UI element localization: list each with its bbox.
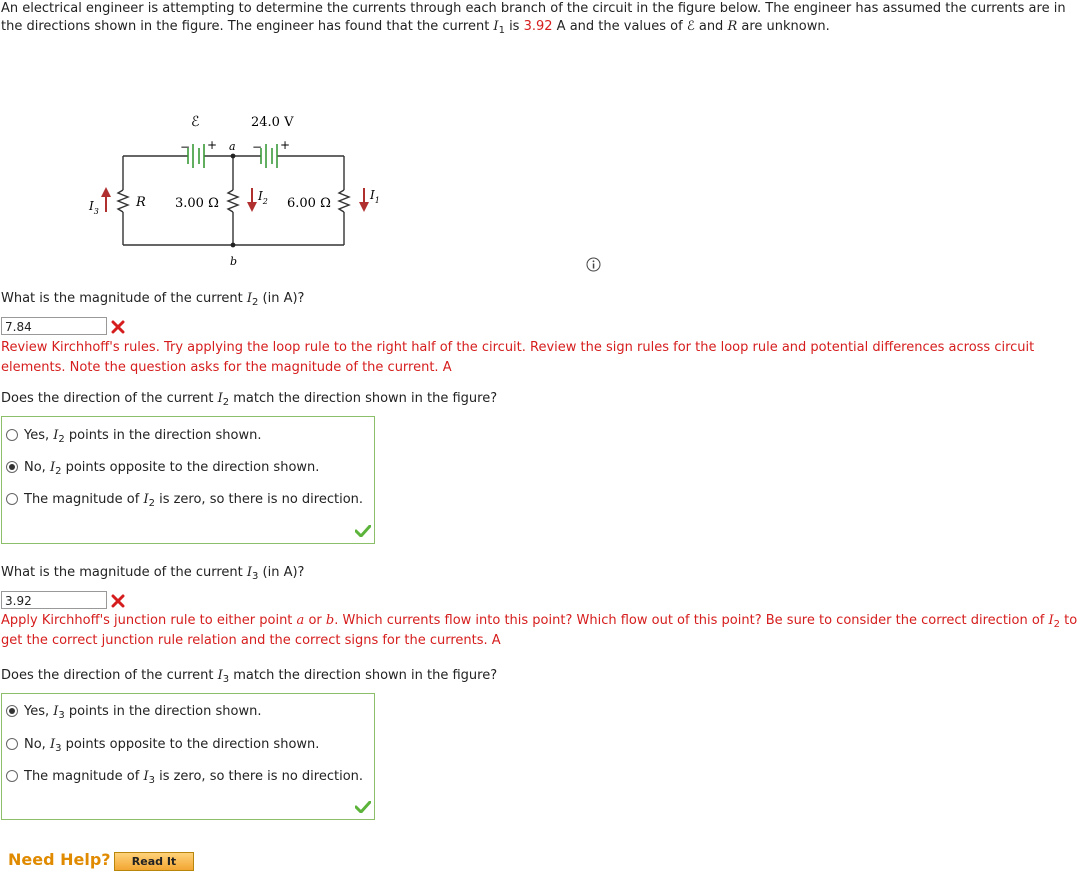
option-i2-yes[interactable]: Yes, $I_2$ points in the direction shown. — [6, 426, 261, 444]
node-b-dot — [231, 243, 236, 248]
info-icon[interactable] — [586, 257, 601, 272]
x-mark-icon — [111, 320, 125, 334]
arrow-icon — [359, 188, 369, 212]
option-i2-zero[interactable]: The magnitude of $I_2$ is zero, so there is no direction. — [6, 490, 363, 508]
choices-i3-direction — [1, 693, 375, 820]
emf-plus: + — [207, 138, 218, 152]
node-a-label: a — [229, 140, 236, 153]
resistor-6ohm — [339, 190, 349, 212]
feedback-i3: Apply Kirchhoff's junction rule to either point a or b. Which currents flow into this point? Which flow out of this point? Be sure to consider the correct direction of $I_2$ to get the correct junction rule relation and the correct signs for the currents. A — [1, 613, 1078, 648]
problem-statement: An electrical engineer is attempting to determine the currents through each branch of the circuit in the figure below. The engineer has assumed the currents are in the directions shown in the figure. The engineer has found that the current $I_1$ is 3.92 A and the values of ℰ and R are unknown. — [1, 1, 1066, 36]
question-i3-direction: Does the direction of the current $I_3$ match the direction shown in the figure? — [1, 668, 498, 685]
arrow-icon — [101, 187, 111, 212]
r-label: R — [136, 195, 146, 210]
given-current-value: 3.92 — [523, 19, 553, 34]
check-icon — [355, 525, 371, 537]
i1-label: $I_1$ — [370, 188, 380, 205]
battery-24v — [261, 144, 277, 168]
circuit-figure — [0, 100, 420, 270]
i3-label: $I_3$ — [89, 199, 99, 216]
i2-label: $I_2$ — [258, 189, 268, 206]
question-i2-direction: Does the direction of the current $I_2$ match the direction shown in the figure? — [1, 391, 498, 408]
arrow-icon — [247, 188, 257, 212]
battery-plus: + — [280, 138, 291, 152]
answer-i3-input[interactable]: 3.92 — [1, 591, 107, 609]
radio-icon[interactable] — [6, 493, 18, 505]
radio-icon[interactable] — [6, 738, 18, 750]
x-mark-icon — [111, 594, 125, 608]
question-i3-magnitude: What is the magnitude of the current $I_3$ (in A)? — [1, 565, 305, 582]
battery-label: 24.0 V — [251, 115, 294, 130]
radio-icon[interactable] — [6, 429, 18, 441]
read-it-button[interactable]: Read It — [114, 852, 194, 871]
question-i2-magnitude: What is the magnitude of the current $I_2$ (in A)? — [1, 291, 305, 308]
answer-i2-input[interactable]: 7.84 — [1, 317, 107, 335]
r6-label: 6.00 Ω — [287, 196, 331, 211]
check-icon — [355, 801, 371, 813]
radio-icon[interactable] — [6, 770, 18, 782]
option-i3-no[interactable]: No, $I_3$ points opposite to the direction shown. — [6, 735, 319, 753]
node-a-dot — [231, 154, 236, 159]
option-i2-no[interactable]: No, $I_2$ points opposite to the direction shown. — [6, 458, 319, 476]
radio-icon[interactable] — [6, 461, 18, 473]
resistor-3ohm — [228, 190, 238, 212]
option-i3-yes[interactable]: Yes, $I_3$ points in the direction shown. — [6, 702, 261, 720]
r3-label: 3.00 Ω — [175, 196, 219, 211]
resistor-r — [118, 190, 128, 212]
battery-emf — [188, 144, 204, 168]
choices-i2-direction — [1, 416, 375, 544]
feedback-i2: Review Kirchhoff's rules. Try applying the loop rule to the right half of the circuit. Review the sign rules for the loop rule and potential differences across circuit elements. Note the question asks for the magnitude of the current. A — [1, 340, 1035, 375]
battery-minus: − — [252, 140, 263, 154]
need-help-label: Need Help? — [8, 850, 111, 869]
emf-label: ℰ — [191, 114, 200, 130]
radio-icon[interactable] — [6, 705, 18, 717]
node-b-label: b — [230, 255, 238, 268]
option-i3-zero[interactable]: The magnitude of $I_3$ is zero, so there is no direction. — [6, 767, 363, 785]
emf-minus: − — [180, 140, 191, 154]
